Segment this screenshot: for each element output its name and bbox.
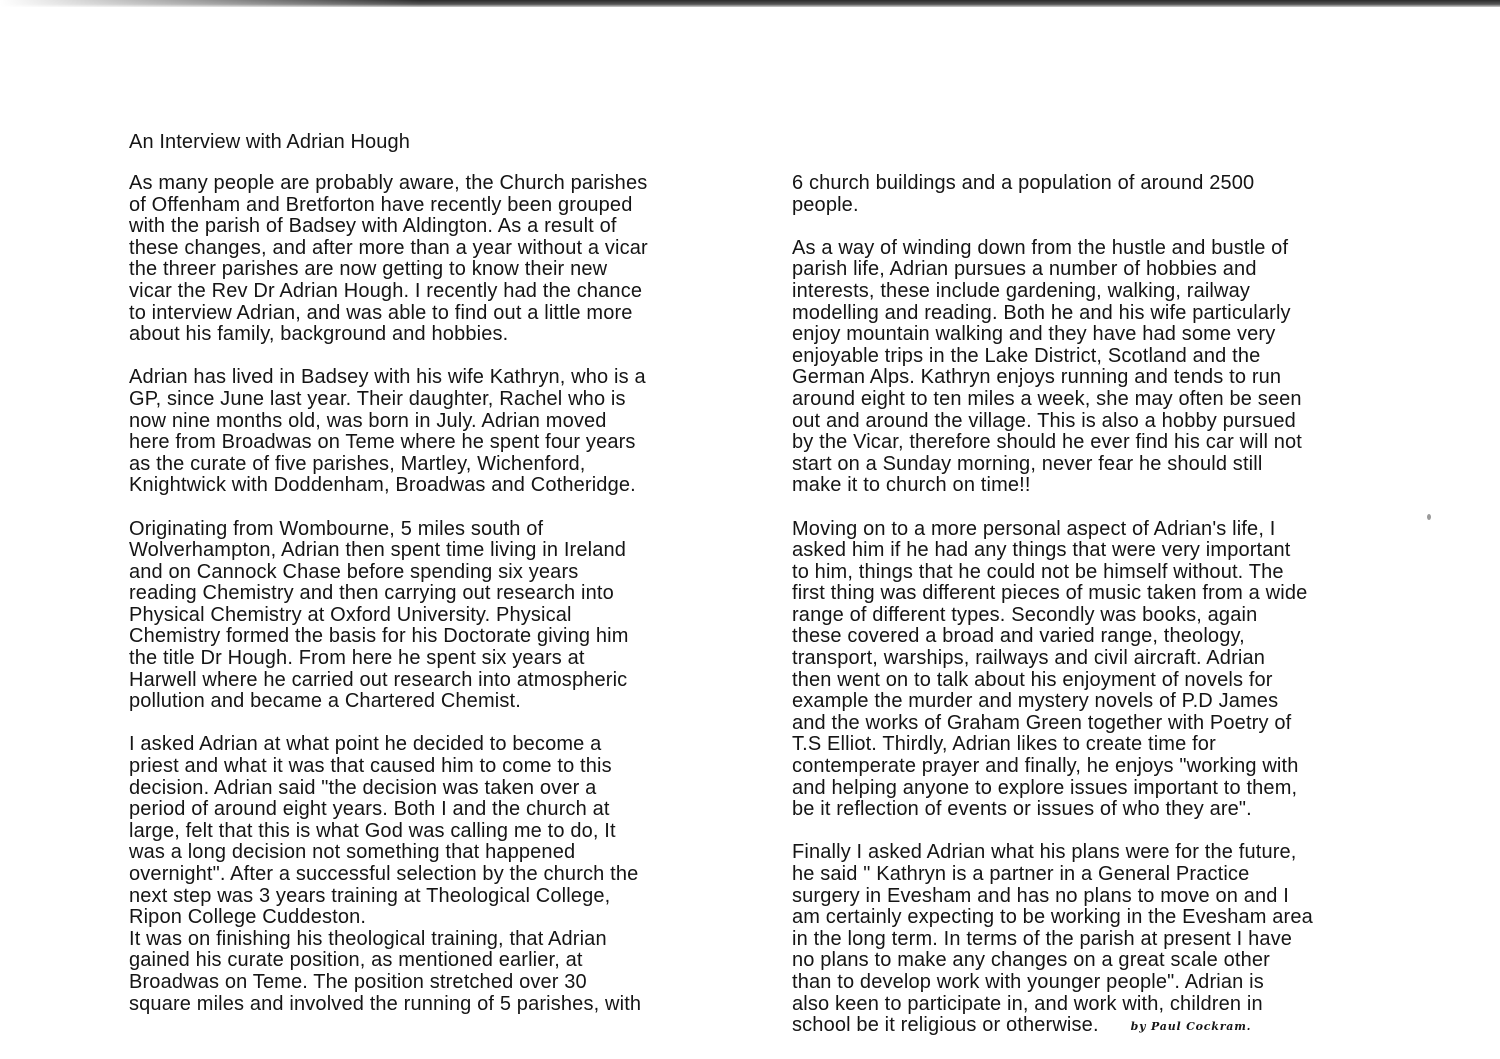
text-line: Wolverhampton, Adrian then spent time living in Ireland [129,539,627,562]
text-line: also keen to participate in, and work with, children in [792,992,1263,1015]
text-line: of Offenham and Bretforton have recently been grouped [129,193,633,216]
text-line: in the long term. In terms of the parish at present I have [792,927,1293,950]
paragraph [129,367,739,497]
text-line: interests, these include gardening, walking, railway [792,279,1251,302]
paragraph [129,519,739,713]
text-line: asked him if he had any things that were very important [792,539,1291,562]
last-line-wrap [792,1015,1412,1038]
text-line: large, felt that this is what God was calling me to do, It [129,819,616,842]
text-line: start on a Sunday morning, never fear he should still [792,452,1263,475]
text-line: and on Cannock Chase before spending six years [129,560,579,583]
text-line: reading Chemistry and then carrying out research into [129,582,614,605]
text-line: first thing was different pieces of music taken from a wide [792,582,1308,605]
text-line: here from Broadwas on Teme where he spent four years [129,431,636,454]
paragraph [792,842,1412,1037]
text-line: parish life, Adrian pursues a number of hobbies and [792,258,1257,281]
text-line: Chemistry formed the basis for his Doctorate giving him [129,625,629,648]
text-line: people. [792,193,859,216]
text-line: surgery in Evesham and has no plans to move on and I [792,884,1289,907]
right-column [792,173,1412,1059]
text-line: out and around the village. This is also a hobby pursued [792,409,1296,432]
text-line: by the Vicar, therefore should he ever find his car will not [792,431,1303,454]
text-line: he said " Kathryn is a partner in a General Practice [792,863,1250,885]
text-line: to him, things that he could not be himself without. The [792,560,1284,583]
text-line: enjoyable trips in the Lake District, Scotland and the [792,344,1261,367]
text-line: It was on finishing his theological training, that Adrian [129,927,607,950]
text-line: was a long decision not something that happened [129,841,576,864]
text-line: Physical Chemistry at Oxford University. Physical [129,603,572,626]
text-line: GP, since June last year. Their daughter, Rachel who is [129,387,626,410]
text-line: make it to church on time!! [792,474,1031,497]
text-line: transport, warships, railways and civil aircraft. Adrian [792,647,1266,670]
paragraph [792,173,1412,216]
text-line: contemperate prayer and finally, he enjoys "working with [792,755,1299,778]
text-line: no plans to make any changes on a great scale other [792,949,1270,972]
text-line: then went on to talk about his enjoyment of novels for [792,668,1273,691]
left-column [129,173,739,1037]
text-line: modelling and reading. Both he and his wife particularly [792,301,1291,324]
text-line: than to develop work with younger people". Adrian is [792,970,1264,993]
text-line: the title Dr Hough. From here he spent six years at [129,647,585,670]
text-line: square miles and involved the running of 5 parishes, with [129,992,642,1015]
text-line: decision. Adrian said "the decision was taken over a [129,776,597,799]
author-signature: by Paul Cockram. [1130,1020,1252,1034]
text-line: these covered a broad and varied range, theology, [792,625,1245,648]
text-line: as the curate of five parishes, Martley, Wichenford, [129,452,586,475]
text-line: priest and what it was that caused him to come to this [129,755,612,778]
paragraph [129,173,739,346]
text-line: German Alps. Kathryn enjoys running and tends to run [792,366,1282,389]
text-line: Ripon College Cuddeston. [129,906,367,929]
text-line: I asked Adrian at what point he decided to become a [129,733,602,756]
text-line: period of around eight years. Both I and the church at [129,798,610,821]
text-line: Originating from Wombourne, 5 miles south of [129,517,544,540]
text-line: Moving on to a more personal aspect of Adrian's life, I [792,517,1276,540]
text-line: about his family, background and hobbies. [129,323,509,346]
text-line: pollution and became a Chartered Chemist. [129,690,521,713]
paragraph [129,734,739,1015]
text-line: the threer parishes are now getting to know their new [129,258,608,281]
paragraph [792,238,1412,497]
text-line: Knightwick with Doddenham, Broadwas and Cotheridge. [129,474,636,497]
text-line: around eight to ten miles a week, she may often be seen [792,387,1302,410]
text-line: overnight". After a successful selection by the church the [129,863,639,885]
text-line: enjoy mountain walking and they have had some very [792,323,1276,346]
text-line: example the murder and mystery novels of P.D James [792,690,1279,713]
text-line: next step was 3 years training at Theological College, [129,884,611,907]
text-line: and helping anyone to explore issues important to them, [792,776,1298,799]
text-line: to interview Adrian, and was able to find out a little more [129,301,633,324]
text-line: school be it religious or otherwise. [792,1014,1099,1037]
text-line: range of different types. Secondly was books, again [792,603,1258,626]
article-title: An Interview with Adrian Hough [129,131,410,153]
text-line: T.S Elliot. Thirdly, Adrian likes to create time for [792,733,1216,756]
text-line: and the works of Graham Green together with Poetry of [792,711,1292,734]
text-line: Adrian has lived in Badsey with his wife Kathryn, who is a [129,366,646,389]
text-line: be it reflection of events or issues of who they are". [792,798,1252,821]
text-line: 6 church buildings and a population of around 2500 [792,172,1255,194]
text-line: am certainly expecting to be working in the Evesham area [792,906,1313,929]
text-line: Finally I asked Adrian what his plans were for the future, [792,841,1297,864]
text-line: Harwell where he carried out research into atmospheric [129,668,628,691]
text-line: now nine months old, was born in July. Adrian moved [129,409,607,432]
text-line: with the parish of Badsey with Aldington. As a result of [129,215,617,238]
text-line: As a way of winding down from the hustle and bustle of [792,236,1289,259]
text-line: vicar the Rev Dr Adrian Hough. I recently had the chance [129,279,643,302]
text-line: gained his curate position, as mentioned earlier, at [129,949,583,972]
paragraph [792,519,1412,821]
text-line: As many people are probably aware, the Church parishes [129,172,648,194]
text-line: Broadwas on Teme. The position stretched over 30 [129,970,587,993]
text-line: these changes, and after more than a year without a vicar [129,236,648,259]
